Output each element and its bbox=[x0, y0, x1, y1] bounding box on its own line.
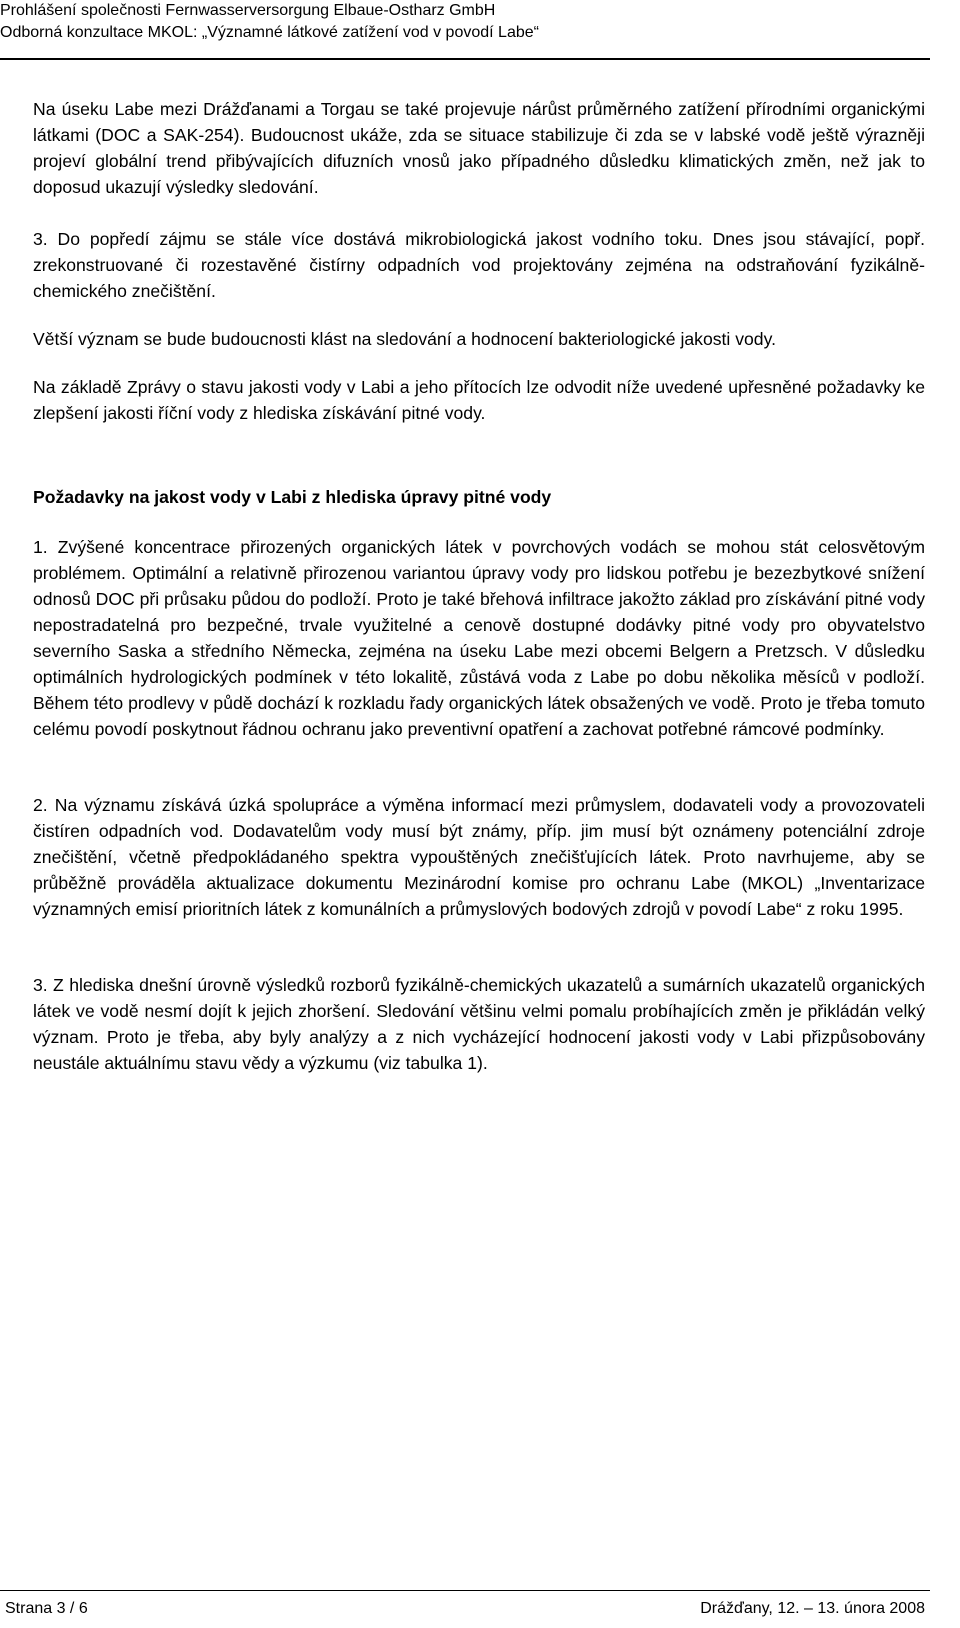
document-body bbox=[33, 96, 925, 1076]
section-heading: Požadavky na jakost vody v Labi z hlediska úpravy pitné vody bbox=[33, 487, 552, 507]
requirement-3-paragraph: 3. Z hlediska dnešní úrovně výsledků rozborů fyzikálně-chemických ukazatelů a sumárních ukazatelů organických látek ve vodě nesmí dojít k jejich zhoršení. Sledování většinu velmi pomalu probíhajících změn je přikládán velký význam. Proto je třeba, aby byly analýzy a z nich vycházející hodnocení jakosti vody v Labi přizpůsobovány neustále aktuálnímu stavu vědy a výzkumu (viz tabulka 1). bbox=[33, 975, 925, 1073]
requirement-2-paragraph: 2. Na významu získává úzká spolupráce a výměna informací mezi průmyslem, dodavateli vody a provozovateli čistíren odpadních vod. Dodavatelům vody musí být známy, příp. jim musí být oznámeny potenciální zdroje znečištění, včetně předpokládaného spektra vypouštěných znečišťujících látek. Proto navrhujeme, aby se průběžně prováděla aktualizace dokumentu Mezinárodní komise pro ochranu Labe (MKOL) „Inventarizace významných emisí prioritních látek z komunálních a průmyslových bodových zdrojů v povodí Labe“ z roku 1995. bbox=[33, 795, 925, 919]
page-number: Strana 3 / 6 bbox=[5, 1600, 88, 1617]
footer-place-date: Drážďany, 12. – 13. února 2008 bbox=[700, 1600, 925, 1617]
basis-paragraph: Na základě Zprávy o stavu jakosti vody v Labi a jeho přítocích lze odvodit níže uvedené upřesněné požadavky ke zlepšení jakosti říční vody z hlediska získávání pitné vody. bbox=[33, 377, 925, 423]
bacteriology-paragraph: Větší význam se bude budoucnosti klást na sledování a hodnocení bakteriologické jakosti vody. bbox=[33, 329, 776, 349]
header-title-line: Prohlášení společnosti Fernwasserversorgung Elbaue-Ostharz GmbH bbox=[0, 2, 496, 19]
header-divider bbox=[0, 58, 930, 60]
page-header bbox=[0, 0, 930, 44]
footer-divider bbox=[0, 1590, 930, 1591]
header-subtitle-line: Odborná konzultace MKOL: „Významné látkové zatížení vod v povodí Labe“ bbox=[0, 24, 539, 41]
point-3-paragraph: 3. Do popředí zájmu se stále více dostává mikrobiologická jakost vodního toku. Dnes jsou stávající, popř. zrekonstruované či rozestavěné čistírny odpadních vod projektovány zejména na odstraňování fyzikálně-chemického znečištění. bbox=[33, 229, 925, 301]
requirement-1-paragraph: 1. Zvýšené koncentrace přirozených organických látek v povrchových vodách se mohou stát celosvětovým problémem. Optimální a relativně přirozenou variantou úpravy vody pro lidskou potřebu je bezezbytkové snížení odnosů DOC při průsaku půdou do podloží. Proto je také břehová infiltrace jakožto základ pro získávání pitné vody nepostradatelná pro bezpečné, trvale využitelné a cenově dostupné dodávky pitné vody pro obyvatelstvo severního Saska a středního Německa, zejména na úseku Labe mezi obcemi Belgern a Pretzsch. V důsledku optimálních hydrologických podmínek v této lokalitě, zůstává voda z Labe po dobu několika měsíců v podloží. Během této prodlevy v půdě dochází k rozkladu řady organických látek obsažených ve vodě. Proto je třeba tomuto celému povodí poskytnout řádnou ochranu jako preventivní opatření a zachovat potřebné rámcové podmínky. bbox=[33, 537, 925, 739]
intro-paragraph: Na úseku Labe mezi Drážďanami a Torgau se také projevuje nárůst průměrného zatížení přírodními organickými látkami (DOC a SAK-254). Budoucnost ukáže, zda se situace stabilizuje či zda se v labské vodě ještě výrazněji projeví globální trend přibývajících difuzních vnosů jako případného důsledku klimatických změn, než jak to doposud ukazují výsledky sledování. bbox=[33, 99, 925, 197]
